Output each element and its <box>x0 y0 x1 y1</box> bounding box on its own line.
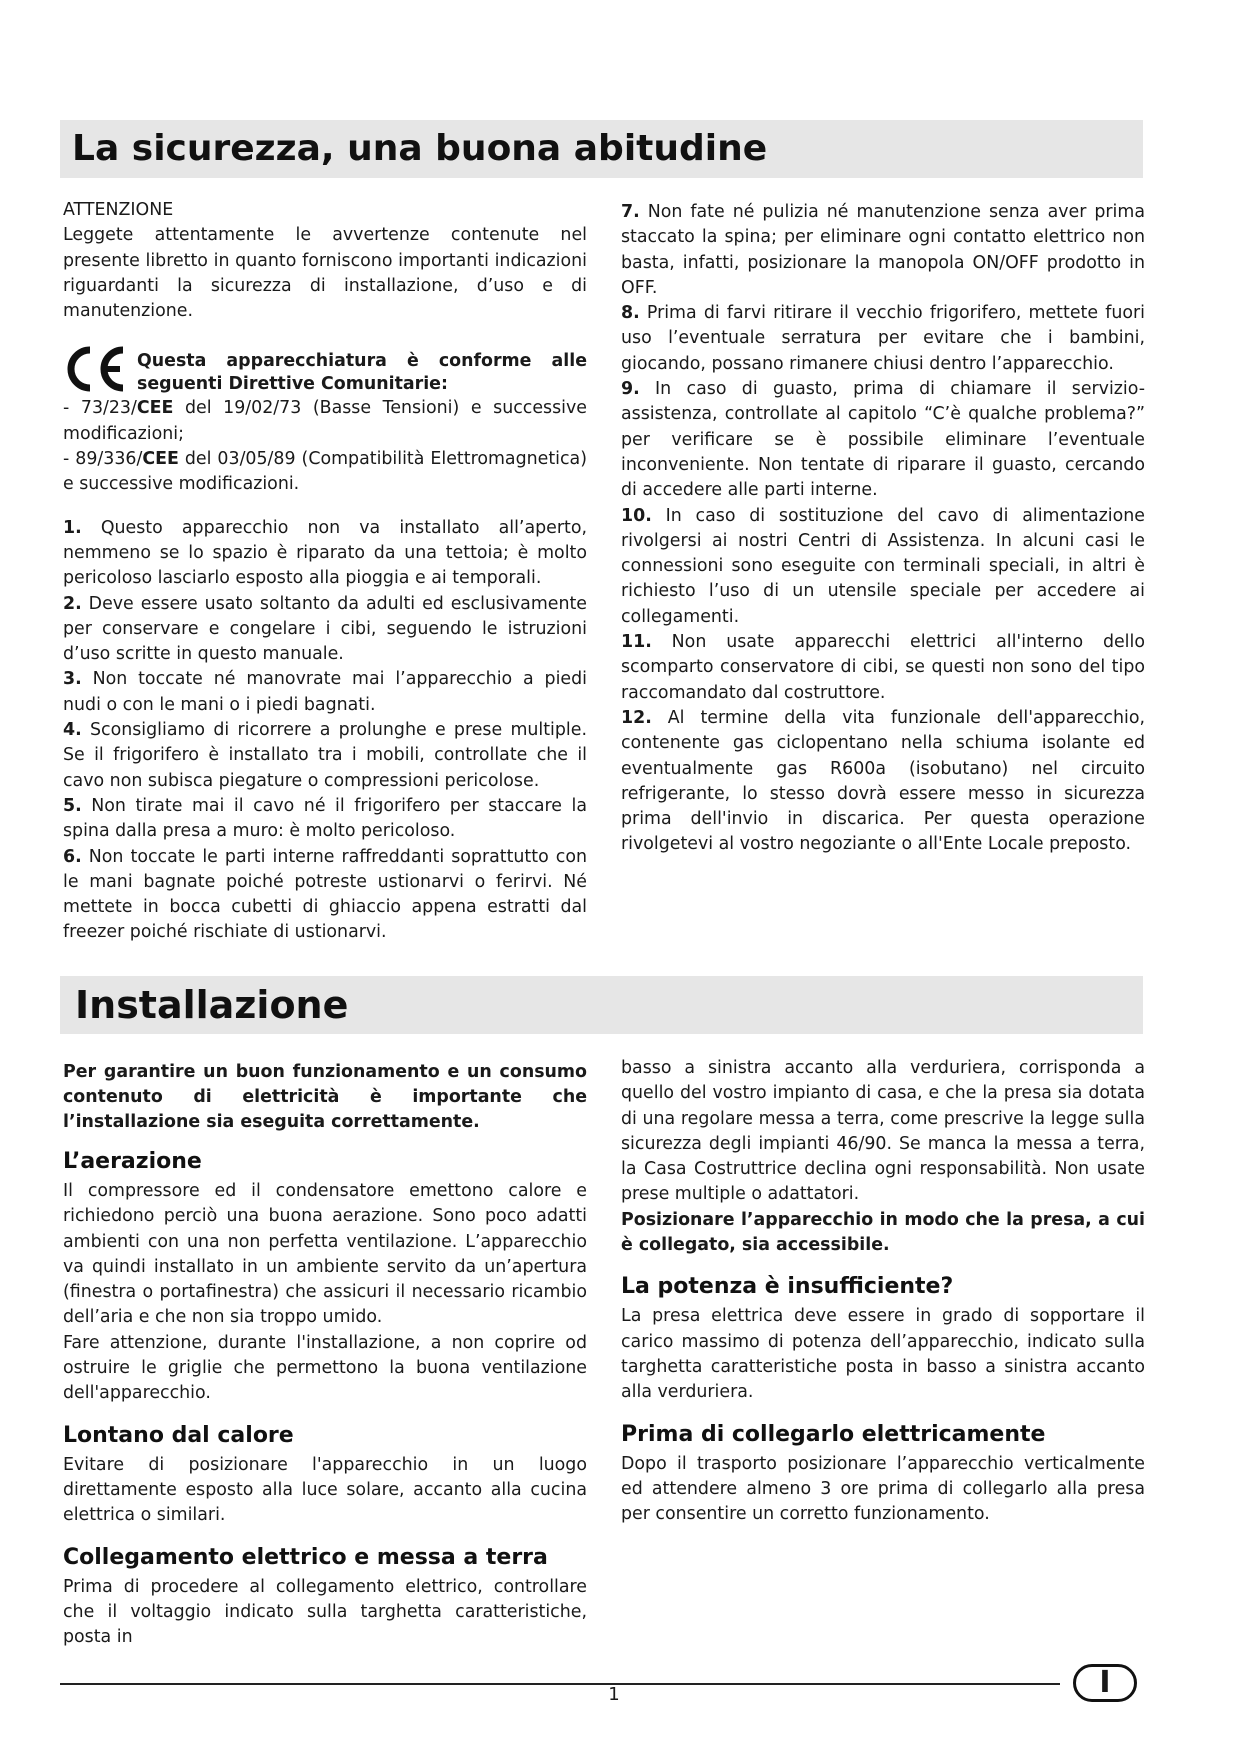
section-title-safety: La sicurezza, una buona abitudine <box>72 128 768 169</box>
subheading-calore: Lontano dal calore <box>63 1422 294 1448</box>
subheading-potenza: La potenza è insufficiente? <box>621 1274 954 1300</box>
rule-6: 6. Non toccate le parti interne raffreddanti soprattutto con le mani bagnate poiché potreste ustionarvi o ferirvi. Né mettete in bocca cubetti di ghiaccio appena estratti dal freezer poiché rischiate di ustionarvi. <box>63 846 587 943</box>
safety-right-column <box>621 200 1145 858</box>
rule-7: 7. Non fate né pulizia né manutenzione senza aver prima staccato la spina; per eliminare ogni contatto elettrico non basta, infatti, posizionare la manopola ON/OFF prodotto in OFF. <box>621 202 1145 298</box>
rule-4: 4. Sconsigliamo di ricorrere a prolunghe e prese multiple. Se il frigorifero è installato tra i mobili, controllate che il cavo non subisca piegature o compressioni pericolose. <box>63 720 587 791</box>
collegamento-paragraph-start: Prima di procedere al collegamento elettrico, controllare che il voltaggio indicato sulla targhetta caratteristiche, posta in <box>63 1576 587 1648</box>
safety-left-column <box>63 198 587 946</box>
footer-rule <box>60 1683 1060 1685</box>
rule-9: 9. In caso di guasto, prima di chiamare il servizio-assistenza, controllate al capitolo “C’è qualche problema?” per verificare se è possibile eliminare l’eventuale inconveniente. Non tentate di riparare il guasto, cercando di accedere alle parti interne. <box>621 379 1145 501</box>
ce-conformity <box>63 346 587 396</box>
attention-label: ATTENZIONE <box>63 200 174 220</box>
section-header-installation <box>60 976 1143 1034</box>
subheading-collegamento: Collegamento elettrico e messa a terra <box>63 1544 548 1570</box>
language-badge: I <box>1073 1664 1137 1702</box>
rule-10: 10. In caso di sostituzione del cavo di alimentazione rivolgersi ai nostri Centri di Assistenza. In alcuni casi le connessioni sono eseguite con terminali speciali, in altri è richiesto l’uso di un utensile speciale per accedere ai collegamenti. <box>621 505 1145 627</box>
collegamento-bold-note: Posizionare l’apparecchio in modo che la presa, a cui è collegato, sia accessibile. <box>621 1209 1145 1256</box>
installation-left-column <box>63 1060 587 1650</box>
rule-1: 1. Questo apparecchio non va installato all’aperto, nemmeno se lo spazio è riparato da una tettoia; è molto pericoloso lasciarlo esposto alla pioggia e ai temporali. <box>63 517 587 589</box>
subheading-prima-collegamento: Prima di collegarlo elettricamente <box>621 1421 1046 1447</box>
attention-text: Leggete attentamente le avvertenze contenute nel presente libretto in quanto forniscono importanti indicazioni riguardanti la sicurezza di installazione, d’uso e di manutenzione. <box>63 225 587 322</box>
installation-intro: Per garantire un buon funzionamento e un consumo contenuto di elettricità è importante che l’installazione sia eseguita correttamente. <box>63 1062 587 1132</box>
calore-paragraph: Evitare di posizionare l'apparecchio in un luogo direttamente esposto alla luce solare, accanto alla cucina elettrica o similari. <box>63 1454 587 1526</box>
rule-12: 12. Al termine della vita funzionale dell'apparecchio, contenente gas ciclopentano nella schiuma isolante ed eventualmente gas R600a (isobutano) nel circuito refrigerante, lo stesso dovrà essere messo in sicurezza prima dell'invio in discarica. Per questa operazione rivolgetevi al vostro negoziante o all'Ente Locale preposto. <box>621 707 1145 855</box>
directive-2: - 89/336/CEE del 03/05/89 (Compatibilità Elettromagnetica) e successive modificazioni. <box>63 449 587 495</box>
rule-5: 5. Non tirate mai il cavo né il frigorifero per staccare la spina dalla presa a muro: è molto pericoloso. <box>63 795 587 842</box>
page-number: 1 <box>608 1684 620 1705</box>
potenza-paragraph: La presa elettrica deve essere in grado di sopportare il carico massimo di potenza dell’apparecchio, indicato sulla targhetta caratteristiche posta in basso a sinistra accanto alla verduriera. <box>621 1306 1145 1403</box>
subheading-aerazione: L’aerazione <box>63 1149 202 1174</box>
prima-collegamento-paragraph: Dopo il trasporto posizionare l’apparecchio verticalmente ed attendere almeno 3 ore prima di collegarlo alla presa per consentire un corretto funzionamento. <box>621 1453 1145 1525</box>
rule-8: 8. Prima di farvi ritirare il vecchio frigorifero, mettete fuori uso l’eventuale serratura per evitare che i bambini, giocando, possano rimanere chiusi dentro l’apparecchio. <box>621 303 1145 374</box>
rule-3: 3. Non toccate né manovrate mai l’apparecchio a piedi nudi o con le mani o i piedi bagnati. <box>63 669 587 715</box>
section-title-installation: Installazione <box>75 983 349 1027</box>
rule-2: 2. Deve essere usato soltanto da adulti ed esclusivamente per conservare e congelare i cibi, seguendo le istruzioni d’uso scritte in questo manuale. <box>63 593 587 665</box>
installation-right-column <box>621 1056 1145 1527</box>
aerazione-paragraph-1: Il compressore ed il condensatore emettono calore e richiedono perciò una buona aerazione. Sono poco adatti ambienti con una non perfetta ventilazione. L’apparecchio va quindi installato in un ambiente servito da un’apertura (finestra o portafinestra) che assicuri il necessario ricambio dell’aria e che non sia troppo umido. <box>63 1181 587 1328</box>
directive-1: - 73/23/CEE del 19/02/73 (Basse Tensioni) e successive modificazioni; <box>63 398 587 444</box>
ce-mark-icon <box>63 346 131 392</box>
ce-heading: Questa apparecchiatura è conforme alle seguenti Direttive Comunitarie: <box>137 351 587 395</box>
section-header-safety <box>60 120 1143 178</box>
collegamento-paragraph-cont: basso a sinistra accanto alla verduriera, corrisponda a quello del vostro impianto di casa, e che la presa sia dotata di una regolare messa a terra, come prescrive la legge sulla sicurezza degli impianti 46/90. Se manca la messa a terra, la Casa Costruttrice declina ogni responsabilità. Non usate prese multiple o adattatori. <box>621 1058 1145 1205</box>
aerazione-paragraph-2: Fare attenzione, durante l'installazione, a non coprire od ostruire le griglie che permettono la buona ventilazione dell'apparecchio. <box>63 1332 587 1404</box>
rule-11: 11. Non usate apparecchi elettrici all'interno dello scomparto conservatore di cibi, se questi non sono del tipo raccomandato dal costruttore. <box>621 632 1145 703</box>
